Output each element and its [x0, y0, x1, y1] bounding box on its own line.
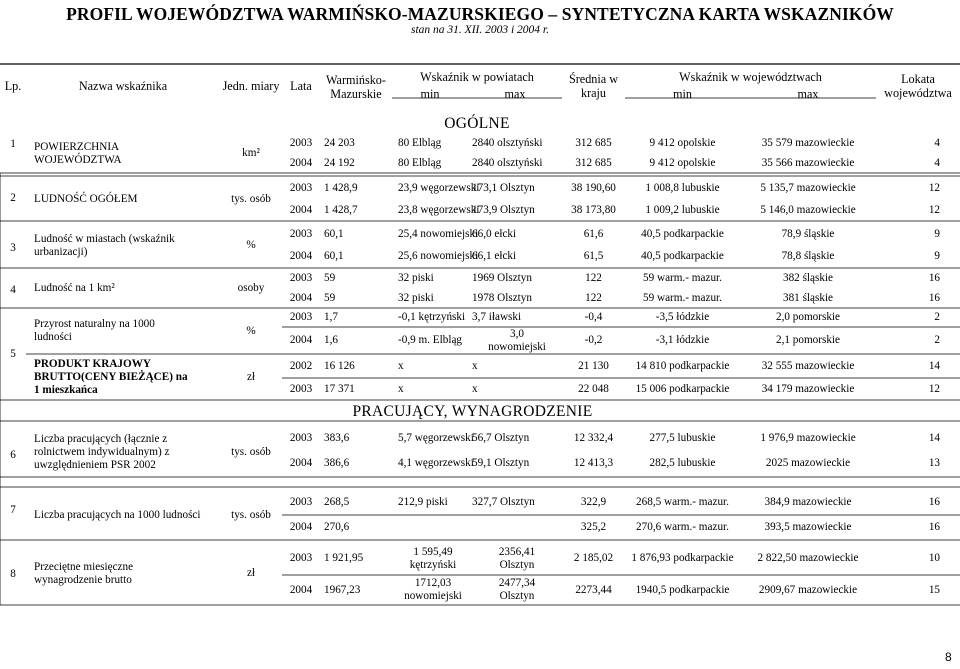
row-wm: 1967,23: [324, 583, 361, 596]
row-pmin: -0,9 m. Elbląg: [398, 334, 463, 346]
indicator-name: Ludność w miastach (wskaźnik urbanizacji): [34, 232, 175, 258]
indicator-lp: 5: [10, 347, 16, 360]
row-pmin: 4,1 węgorzewski: [398, 457, 474, 469]
indicator-name: POWIERZCHNIA WOJEWÓDZTWA: [34, 140, 122, 166]
row-pmin: [398, 515, 468, 540]
indicator-unit: tys. osób: [231, 508, 271, 521]
header-voivodeship: Warmińsko-Mazurskie: [326, 73, 386, 101]
row-rank: 4: [934, 156, 940, 169]
row-pmin: 32 piski: [398, 272, 434, 284]
indicator-name: Przeciętne miesięczne wynagrodzenie brutto: [34, 560, 134, 586]
row-wmin: -3,1 łódzkie: [655, 334, 710, 346]
row-wm: 59: [324, 272, 336, 284]
indicator-name: PRODUKT KRAJOWY BRUTTO(CENY BIEŻĄCE) na 1 mieszkańca: [34, 357, 188, 396]
page-title: PROFIL WOJEWÓDZTWA WARMIŃSKO-MAZURSKIEGO – SYNTETYCZNA KARTA WSKAZNIKÓW: [66, 4, 894, 24]
row-wmin: 277,5 lubuskie: [649, 432, 716, 444]
row-year: 2003: [289, 227, 313, 240]
indicator-lp: 6: [10, 448, 16, 461]
row-year: 2004: [289, 334, 313, 346]
indicator-unit: zł: [246, 567, 256, 579]
row-year: 2003: [289, 311, 313, 323]
row-rank: 16: [928, 272, 940, 284]
row-avg: 122: [585, 272, 602, 284]
row-year: 2003: [289, 552, 313, 564]
header-powiat: Wskaźnik w powiatach: [420, 70, 534, 84]
header-woj-max: max: [797, 87, 819, 101]
indicator-lp: 7: [10, 503, 16, 516]
row-rank: 13: [928, 457, 940, 469]
row-pmin: 23,8 węgorzewski: [398, 204, 480, 216]
indicator-lp: 2: [10, 191, 16, 204]
row-rank: 16: [928, 521, 940, 533]
indicator-lp: 4: [10, 283, 16, 296]
row-wmin: 14 810 podkarpackie: [635, 359, 730, 372]
row-rank: 15: [928, 583, 940, 596]
row-year: 2003: [289, 272, 313, 284]
row-wm: 24 192: [324, 156, 355, 169]
row-wmin: 1 008,8 lubuskie: [645, 182, 720, 194]
row-wm: 24 203: [324, 137, 355, 149]
header-woj-min: min: [673, 87, 692, 101]
row-avg: -0,4: [584, 311, 603, 323]
header-woj: Wskaźnik w województwach: [679, 70, 822, 84]
row-wm: 1,6: [324, 334, 338, 346]
row-wmax: 393,5 mazowieckie: [764, 521, 852, 533]
row-avg: 12 332,4: [573, 432, 614, 444]
row-pmin: 80 Elbląg: [398, 137, 442, 149]
row-wm: 268,5: [324, 496, 350, 508]
row-wmin: 9 412 opolskie: [649, 137, 716, 149]
row-avg: 61,6: [583, 227, 604, 240]
row-wmin: 9 412 opolskie: [649, 156, 716, 169]
row-pmax: 1969 Olsztyn: [472, 272, 532, 284]
indicator-unit: osoby: [237, 282, 265, 294]
row-pmax: 56,7 Olsztyn: [472, 432, 530, 444]
row-rank: 12: [928, 382, 940, 395]
row-wmin: -3,5 łódzkie: [655, 311, 710, 323]
row-wm: 1,7: [324, 311, 338, 323]
row-wmax: 381 śląskie: [782, 291, 834, 304]
row-wmax: 382 śląskie: [782, 272, 834, 284]
row-wm: 16 126: [324, 359, 355, 372]
row-wm: 17 371: [324, 382, 355, 395]
row-avg: 122: [585, 291, 602, 304]
row-pmin: 5,7 węgorzewski: [398, 432, 474, 444]
indicator-name: Liczba pracujących na 1000 ludności: [34, 508, 201, 521]
row-wmax: 1 976,9 mazowieckie: [760, 432, 856, 444]
row-rank: 9: [934, 227, 940, 240]
row-wmin: 268,5 warm.- mazur.: [636, 496, 729, 508]
row-wm: 1 428,9: [324, 182, 358, 194]
row-pmax: 3,7 iławski: [472, 311, 522, 323]
row-wm: 1 428,7: [324, 204, 358, 216]
header-rank: Lokata województwa: [884, 72, 952, 100]
row-wmin: 1 009,2 lubuskie: [645, 204, 720, 216]
row-wmin: 40,5 podkarpackie: [641, 250, 724, 262]
row-pmin: 80 Elbląg: [398, 156, 442, 169]
header-name: Nazwa wskaźnika: [78, 79, 168, 93]
row-rank: 9: [934, 250, 940, 262]
row-pmax: 327,7 Olsztyn: [472, 496, 535, 508]
row-pmax: 3,0 nowomiejski: [488, 327, 546, 353]
row-wm: 60,1: [324, 227, 344, 240]
row-wmin: 1 876,93 podkarpackie: [631, 552, 734, 564]
row-year: 2004: [289, 457, 313, 469]
indicator-lp: 8: [10, 567, 16, 580]
row-rank: 14: [928, 359, 940, 372]
row-wmax: 2025 mazowieckie: [765, 457, 851, 469]
row-wm: 383,6: [324, 432, 350, 444]
indicator-name: Przyrost naturalny na 1000 ludności: [34, 318, 155, 343]
header-avg: Średnia w kraju: [568, 72, 619, 100]
header-powiat-max: max: [504, 87, 526, 101]
indicator-lp: 1: [10, 137, 16, 150]
row-wmax: 2,1 pomorskie: [775, 334, 840, 346]
row-year: 2003: [289, 137, 313, 149]
row-pmin: 212,9 piski: [398, 496, 448, 508]
row-pmax: 66,0 ełcki: [472, 227, 517, 240]
row-pmax: 66,1 ełcki: [472, 250, 517, 262]
section-general: OGÓLNE: [444, 114, 510, 132]
row-pmax: 173,9 Olsztyn: [472, 204, 535, 216]
row-year: 2004: [289, 583, 313, 596]
row-wm: 270,6: [324, 521, 350, 533]
header-year: Lata: [290, 79, 312, 93]
row-avg: 312 685: [575, 156, 612, 169]
header-lp: Lp.: [4, 79, 22, 93]
row-year: 2004: [289, 250, 313, 262]
row-rank: 12: [928, 182, 940, 194]
row-rank: 16: [928, 291, 940, 304]
row-wmax: 5 135,7 mazowieckie: [760, 182, 856, 194]
row-wmax: 35 579 mazowieckie: [761, 137, 855, 149]
row-pmin: -0,1 kętrzyński: [398, 311, 466, 323]
row-wmin: 270,6 warm.- mazur.: [636, 521, 729, 533]
row-wm: 60,1: [324, 250, 344, 262]
page-number: 8: [945, 650, 952, 664]
row-wmin: 1940,5 podkarpackie: [635, 583, 730, 596]
row-avg: 312 685: [575, 137, 612, 149]
row-wmax: 384,9 mazowieckie: [764, 496, 852, 508]
row-wmax: 78,9 śląskie: [781, 227, 835, 240]
header-powiat-min: min: [420, 87, 440, 101]
indicator-name: Ludność na 1 km²: [34, 282, 115, 294]
row-avg: 38 173,80: [571, 204, 616, 216]
row-avg: 61,5: [583, 250, 604, 262]
indicator-unit: tys. osób: [231, 445, 271, 458]
row-year: 2003: [289, 496, 313, 508]
row-wmax: 5 146,0 mazowieckie: [760, 204, 856, 216]
row-pmax: 1978 Olsztyn: [472, 291, 532, 304]
row-pmax: 59,1 Olsztyn: [472, 457, 530, 469]
row-year: 2003: [289, 182, 313, 194]
row-pmin: x: [398, 359, 404, 372]
row-rank: 14: [928, 432, 940, 444]
row-wmax: 34 179 mazowieckie: [761, 382, 855, 395]
row-rank: 2: [934, 334, 940, 346]
row-wmin: 15 006 podkarpackie: [635, 382, 730, 395]
row-wmin: 59 warm.- mazur.: [643, 272, 722, 284]
row-wmax: 2,0 pomorskie: [775, 311, 840, 323]
row-wmin: 40,5 podkarpackie: [641, 227, 724, 240]
row-rank: 12: [928, 204, 940, 216]
row-rank: 16: [928, 496, 940, 508]
row-pmax: 2356,41 Olsztyn: [498, 545, 536, 571]
row-avg: 38 190,60: [571, 182, 616, 194]
header-unit: Jedn. miary: [222, 79, 280, 93]
row-wm: 386,6: [324, 457, 350, 469]
row-pmin: 23,9 węgorzewski: [398, 182, 480, 194]
row-pmin: 1 595,49 kętrzyński: [409, 545, 457, 571]
row-avg: 2273,44: [575, 583, 612, 596]
row-avg: 12 413,3: [573, 457, 614, 469]
indicator-unit: tys. osób: [231, 192, 271, 205]
row-wmax: 2 822,50 mazowieckie: [757, 552, 859, 564]
row-wm: 1 921,95: [324, 552, 364, 564]
row-pmax: 173,1 Olsztyn: [472, 182, 535, 194]
indicator-unit: km²: [242, 147, 260, 159]
row-pmax: 2840 olsztyński: [472, 137, 543, 149]
indicator-name: LUDNOŚĆ OGÓŁEM: [34, 192, 138, 205]
row-year: 2004: [289, 204, 313, 216]
row-wm: 59: [324, 291, 336, 304]
row-rank: 2: [934, 311, 940, 323]
row-avg: -0,2: [584, 334, 603, 346]
row-year: 2003: [289, 382, 313, 395]
indicator-unit: zł: [246, 370, 256, 383]
row-year: 2004: [289, 156, 313, 169]
row-wmax: 32 555 mazowieckie: [761, 359, 855, 372]
row-wmax: 78,8 śląskie: [781, 250, 835, 262]
row-year: 2003: [289, 432, 313, 444]
row-pmax: x: [472, 382, 478, 395]
row-pmax: 2477,34 Olsztyn: [498, 577, 536, 602]
row-pmin: 25,4 nowomiejski: [398, 227, 479, 240]
row-pmin: 32 piski: [398, 291, 434, 304]
row-avg: 2 185,02: [573, 552, 614, 564]
row-wmax: 35 566 mazowieckie: [761, 156, 855, 169]
row-avg: 22 048: [578, 382, 609, 395]
row-pmin: 1712,03 nowomiejski: [404, 577, 462, 602]
row-year: 2004: [289, 291, 313, 304]
row-pmax: x: [472, 359, 478, 372]
row-year: 2002: [289, 359, 313, 372]
row-avg: 21 130: [578, 359, 609, 372]
row-wmax: 2909,67 mazowieckie: [758, 583, 858, 596]
row-wmin: 59 warm.- mazur.: [643, 291, 722, 304]
row-wmin: 282,5 lubuskie: [649, 457, 716, 469]
row-rank: 10: [928, 552, 940, 564]
row-rank: 4: [934, 137, 940, 149]
row-pmin: 25,6 nowomiejski: [398, 250, 479, 262]
page-subtitle: stan na 31. XII. 2003 i 2004 r.: [411, 24, 549, 36]
row-pmin: x: [398, 382, 404, 395]
section-labour: PRACUJĄCY, WYNAGRODZENIE: [352, 402, 593, 420]
row-avg: 322,9: [580, 496, 607, 508]
row-pmax: [472, 515, 562, 540]
row-avg: 325,2: [580, 521, 607, 533]
row-pmax: 2840 olsztyński: [472, 156, 543, 169]
indicator-name: Liczba pracujących (łącznie z rolnictwem indywidualnym) z uwzględnieniem PSR 2002: [34, 432, 170, 471]
row-year: 2004: [289, 521, 313, 533]
indicator-unit: %: [246, 239, 256, 251]
indicator-lp: 3: [10, 241, 16, 254]
indicator-unit: %: [246, 324, 256, 337]
